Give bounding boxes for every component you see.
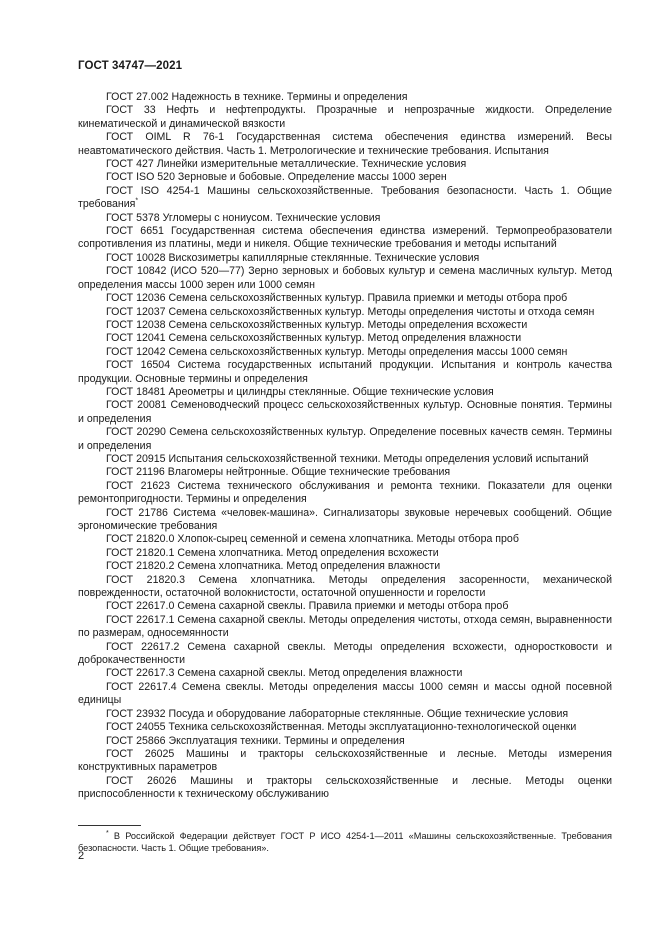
reference-entry: [78, 681, 612, 708]
reference-text: ГОСТ 10842 (ИСО 520—77) Зерно зерновых и бобовых культур и семена масличных культур. Метод определения массы 1000 зерен или 1000 семян: [78, 265, 612, 291]
reference-text: ГОСТ 22617.2 Семена сахарной свеклы. Методы определения всхожести, одноростковости и доброкачественности: [78, 640, 612, 667]
reference-text: ГОСТ 20081 Семеноводческий процесс сельскохозяйственных культур. Основные понятия. Термины и определения: [78, 399, 612, 425]
reference-text: ГОСТ 12038 Семена сельскохозяйственных культур. Методы определения всхожести: [106, 318, 528, 331]
reference-entry: [78, 708, 612, 721]
reference-text: ГОСТ 5378 Угломеры с нониусом. Технические условия: [106, 211, 381, 224]
reference-entry: [78, 614, 612, 641]
reference-text: ГОСТ 21820.0 Хлопок-сырец семенной и семена хлопчатника. Методы отбора проб: [106, 533, 519, 546]
reference-entry: [78, 748, 612, 775]
reference-entry: [78, 641, 612, 668]
reference-text: ГОСТ 12037 Семена сельскохозяйственных культур. Методы определения чистоты и отхода семян: [106, 305, 595, 318]
reference-entry: [78, 346, 612, 359]
reference-text: ГОСТ 22617.0 Семена сахарной свеклы. Правила приемки и методы отбора проб: [106, 600, 509, 613]
reference-entry: [78, 386, 612, 399]
reference-entry: [78, 453, 612, 466]
reference-text: ГОСТ 20290 Семена сельскохозяйственных культур. Определение посевных качеств семян. Термины и определения: [78, 426, 612, 452]
reference-text: ГОСТ ISO 520 Зерновые и бобовые. Определение массы 1000 зерен: [106, 171, 447, 184]
reference-entry: [78, 560, 612, 573]
reference-entry: [78, 775, 612, 802]
reference-entry: [78, 185, 612, 212]
reference-text: ГОСТ 21786 Система «человек-машина». Сигнализаторы звуковые неречевых сообщений. Общие эргономические требования: [78, 506, 612, 532]
reference-entry: [78, 600, 612, 613]
reference-text: ГОСТ 26026 Машины и тракторы сельскохозяйственные и лесные. Методы оценки приспособленности к техническому обслуживанию: [78, 774, 612, 801]
footnote-text: В Российской Федерации действует ГОСТ Р ИСО 4254-1—2011 «Машины сельскохозяйственные. Требования безопасности. Часть 1. Общие требования».: [78, 831, 612, 854]
reference-entry: [78, 533, 612, 546]
reference-entry: [78, 91, 612, 104]
reference-text: ГОСТ 21820.1 Семена хлопчатника. Метод определения всхожести: [106, 546, 439, 559]
reference-text: ГОСТ 18481 Ареометры и цилиндры стеклянные. Общие технические условия: [106, 385, 494, 398]
reference-entry: [78, 265, 612, 292]
reference-entry: [78, 399, 612, 426]
reference-entry: [78, 225, 612, 252]
reference-text: ГОСТ 12036 Семена сельскохозяйственных культур. Правила приемки и методы отбора проб: [106, 292, 568, 305]
reference-entry: [78, 480, 612, 507]
reference-entry: [78, 158, 612, 171]
reference-text: ГОСТ 10028 Вискозиметры капиллярные стеклянные. Технические условия: [106, 251, 480, 264]
reference-entry: [78, 507, 612, 534]
reference-entry: [78, 466, 612, 479]
reference-entry: [78, 104, 612, 131]
document-header: ГОСТ 34747—2021: [78, 60, 183, 72]
footnote-separator: [78, 825, 141, 826]
reference-entry: [78, 332, 612, 345]
reference-entry: [78, 292, 612, 305]
reference-entry: [78, 171, 612, 184]
reference-entry: [78, 131, 612, 158]
page-number: 2: [78, 850, 85, 862]
reference-text: ГОСТ OIML R 76-1 Государственная система обеспечения единства измерений. Весы неавтоматического действия. Часть 1. Метрологические и технические требования. Испытания: [78, 131, 612, 157]
reference-entry: [78, 667, 612, 680]
footnote-mark: *: [106, 829, 109, 837]
reference-text: ГОСТ 6651 Государственная система обеспечения единства измерений. Термопреобразователи сопротивления из платины, меди и никеля. Общие технические требования и методы испытаний: [78, 225, 612, 251]
reference-entry: [78, 574, 612, 601]
reference-text: ГОСТ 26025 Машины и тракторы сельскохозяйственные и лесные. Методы измерения конструктивных параметров: [78, 747, 612, 774]
reference-text: ГОСТ 33 Нефть и нефтепродукты. Прозрачные и непрозрачные жидкости. Определение кинематической и динамической вязкости: [78, 104, 612, 130]
reference-text: ГОСТ 21196 Влагомеры нейтронные. Общие технические требования: [106, 466, 451, 479]
reference-entry: [78, 306, 612, 319]
reference-entry: [78, 252, 612, 265]
reference-entry: [78, 359, 612, 386]
reference-entry: [78, 721, 612, 734]
reference-entry: [78, 735, 612, 748]
reference-text: ГОСТ 23932 Посуда и оборудование лабораторные стеклянные. Общие технические условия: [106, 707, 569, 720]
reference-text: ГОСТ 21623 Система технического обслуживания и ремонта техники. Показатели для оценки ремонтопригодности. Термины и определения: [78, 479, 612, 506]
reference-entry: [78, 547, 612, 560]
reference-text: ГОСТ 27.002 Надежность в технике. Термины и определения: [106, 91, 408, 103]
reference-text: ГОСТ 12042 Семена сельскохозяйственных культур. Методы определения массы 1000 семян: [106, 345, 568, 358]
reference-text: ГОСТ 16504 Система государственных испытаний продукции. Испытания и контроль качества продукции. Основные термины и определения: [78, 359, 612, 385]
reference-text: ГОСТ 21820.3 Семена хлопчатника. Методы определения засоренности, механической поврежденности, остаточной волокнистости, остаточной опушенности и горелости: [78, 573, 612, 600]
reference-text: ГОСТ 22617.3 Семена сахарной свеклы. Метод определения влажности: [106, 667, 463, 680]
normative-references-list: [78, 91, 612, 802]
reference-entry: [78, 426, 612, 453]
reference-text: ГОСТ 22617.1 Семена сахарной свеклы. Методы определения чистоты, отхода семян, выравненности по размерам, односемянности: [78, 613, 612, 640]
reference-entry: [78, 319, 612, 332]
reference-text: ГОСТ 24055 Техника сельскохозяйственная. Методы эксплуатационно-технологической оценки: [106, 721, 577, 734]
reference-text: ГОСТ 427 Линейки измерительные металлические. Технические условия: [106, 158, 467, 171]
reference-text: ГОСТ ISO 4254-1 Машины сельскохозяйственные. Требования безопасности. Часть 1. Общие требования: [78, 184, 612, 211]
reference-text: ГОСТ 12041 Семена сельскохозяйственных культур. Метод определения влажности: [106, 332, 522, 345]
reference-text: ГОСТ 25866 Эксплуатация техники. Термины и определения: [106, 734, 405, 747]
reference-entry: [78, 212, 612, 225]
footnote-reference-mark: *: [135, 197, 139, 205]
footnote: [78, 830, 612, 855]
reference-text: ГОСТ 20915 Испытания сельскохозяйственной техники. Методы определения условий испытаний: [106, 452, 589, 465]
reference-text: ГОСТ 21820.2 Семена хлопчатника. Метод определения влажности: [106, 560, 441, 573]
reference-text: ГОСТ 22617.4 Семена свеклы. Методы определения массы 1000 семян и массы одной посевной единицы: [78, 680, 612, 707]
